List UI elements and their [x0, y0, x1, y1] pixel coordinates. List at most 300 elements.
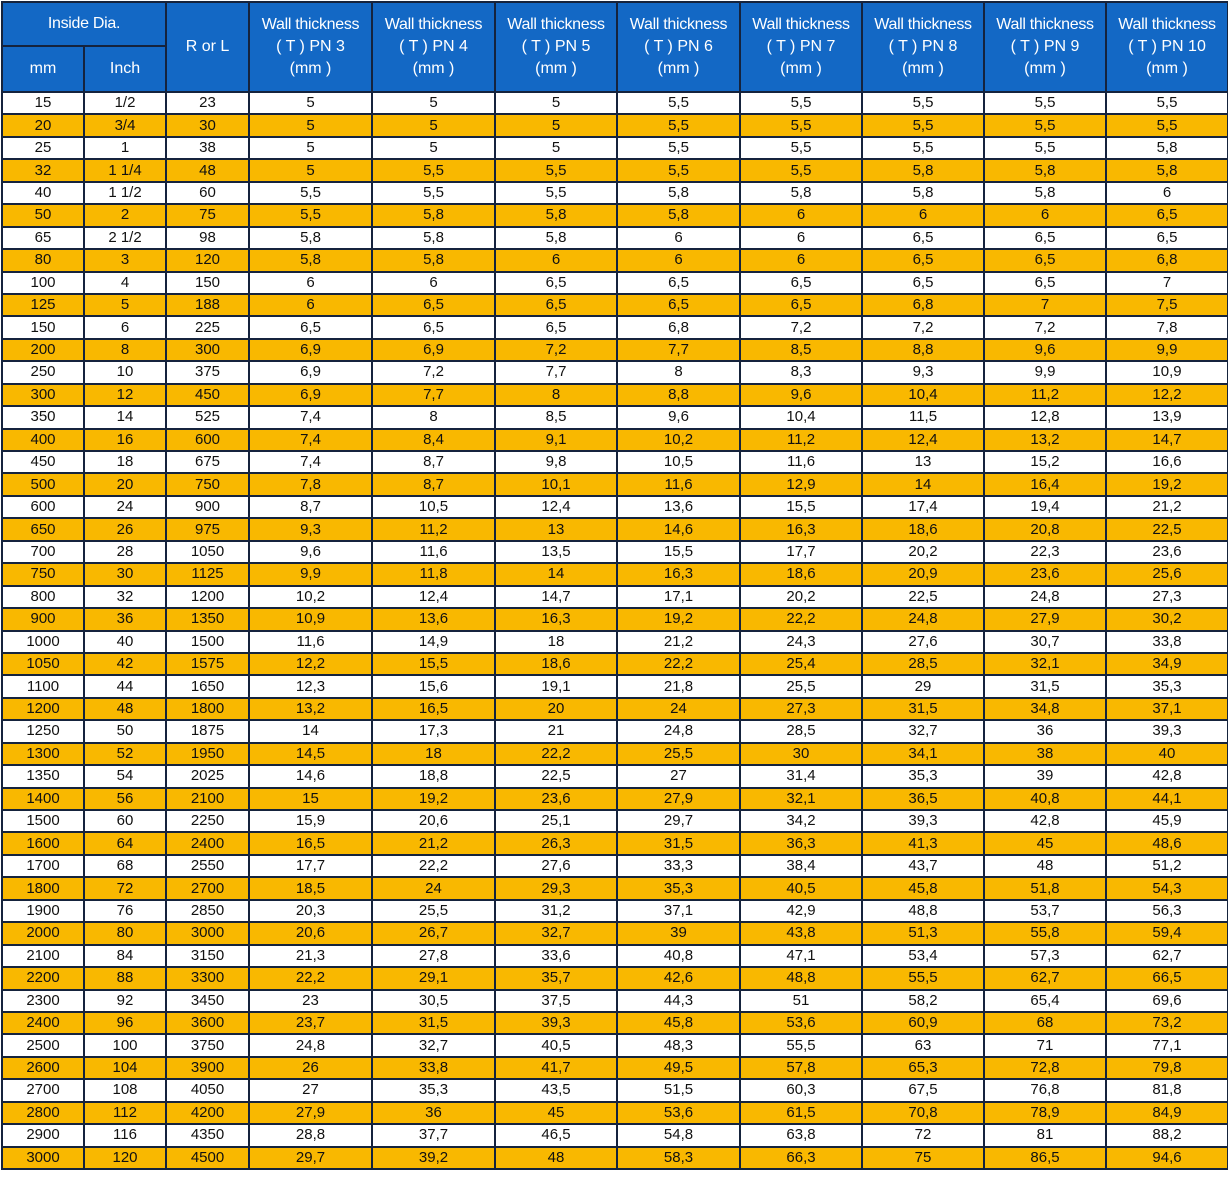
table-cell: 7,4	[249, 429, 372, 451]
table-cell: 15,9	[249, 810, 372, 832]
table-cell: 42	[84, 653, 166, 675]
table-cell: 26	[249, 1057, 372, 1079]
table-cell: 40,8	[984, 788, 1106, 810]
table-cell: 8	[372, 406, 495, 428]
table-cell: 33,8	[1106, 631, 1228, 653]
table-cell: 11,6	[372, 541, 495, 563]
table-cell: 18,8	[372, 765, 495, 787]
table-cell: 23,6	[984, 563, 1106, 585]
table-cell: 9,6	[984, 339, 1106, 361]
table-cell: 28,8	[249, 1124, 372, 1146]
table-cell: 14	[495, 563, 617, 585]
table-cell: 73,2	[1106, 1012, 1228, 1034]
table-cell: 150	[166, 272, 249, 294]
table-cell: 39,3	[862, 810, 984, 832]
table-cell: 5,5	[984, 137, 1106, 159]
table-cell: 27	[617, 765, 740, 787]
pn-header-line2: ( T ) PN 7	[766, 38, 836, 55]
table-cell: 10,9	[249, 608, 372, 630]
table-cell: 30	[166, 114, 249, 136]
table-cell: 6	[372, 272, 495, 294]
table-cell: 50	[2, 204, 84, 226]
table-cell: 70,8	[862, 1102, 984, 1124]
table-cell: 12,9	[740, 473, 862, 495]
table-row	[2, 720, 1228, 742]
table-cell: 21	[495, 720, 617, 742]
table-cell: 5	[249, 114, 372, 136]
table-cell: 6,5	[617, 294, 740, 316]
table-cell: 21,2	[1106, 496, 1228, 518]
table-cell: 49,5	[617, 1057, 740, 1079]
table-cell: 42,8	[984, 810, 1106, 832]
table-cell: 75	[166, 204, 249, 226]
table-cell: 38	[166, 137, 249, 159]
table-cell: 10	[84, 361, 166, 383]
table-cell: 5,8	[372, 249, 495, 271]
table-cell: 31,5	[984, 675, 1106, 697]
table-cell: 98	[166, 227, 249, 249]
table-cell: 6,5	[740, 294, 862, 316]
pn5-header	[495, 2, 617, 92]
table-cell: 5,8	[495, 227, 617, 249]
table-cell: 3000	[166, 922, 249, 944]
table-row	[2, 788, 1228, 810]
table-row	[2, 316, 1228, 338]
table-row	[2, 990, 1228, 1012]
table-cell: 1700	[2, 855, 84, 877]
table-cell: 65,4	[984, 990, 1106, 1012]
table-row	[2, 922, 1228, 944]
table-cell: 3	[84, 249, 166, 271]
table-cell: 2550	[166, 855, 249, 877]
table-cell: 22,2	[495, 743, 617, 765]
table-cell: 3/4	[84, 114, 166, 136]
table-cell: 1800	[2, 877, 84, 899]
table-cell: 36	[84, 608, 166, 630]
table-cell: 5	[372, 92, 495, 114]
table-cell: 7,7	[495, 361, 617, 383]
table-cell: 21,3	[249, 945, 372, 967]
table-cell: 5,8	[249, 249, 372, 271]
table-row	[2, 473, 1228, 495]
table-cell: 8,7	[372, 473, 495, 495]
table-cell: 67,5	[862, 1079, 984, 1101]
table-cell: 25,5	[740, 675, 862, 697]
table-cell: 7,2	[372, 361, 495, 383]
table-cell: 15,5	[372, 653, 495, 675]
table-cell: 41,7	[495, 1057, 617, 1079]
table-cell: 71	[984, 1034, 1106, 1056]
table-cell: 96	[84, 1012, 166, 1034]
table-cell: 29,3	[495, 877, 617, 899]
table-cell: 32	[2, 159, 84, 181]
table-cell: 48,8	[862, 900, 984, 922]
table-cell: 29,7	[249, 1147, 372, 1169]
table-cell: 22,2	[740, 608, 862, 630]
table-cell: 2250	[166, 810, 249, 832]
table-cell: 57,8	[740, 1057, 862, 1079]
table-cell: 14,6	[617, 518, 740, 540]
table-cell: 3750	[166, 1034, 249, 1056]
table-row	[2, 496, 1228, 518]
table-row	[2, 967, 1228, 989]
table-cell: 26,7	[372, 922, 495, 944]
table-cell: 54,8	[617, 1124, 740, 1146]
table-cell: 975	[166, 518, 249, 540]
table-cell: 48	[166, 159, 249, 181]
table-cell: 5,8	[372, 204, 495, 226]
pn-header-line2: ( T ) PN 6	[644, 38, 713, 55]
table-cell: 15	[2, 92, 84, 114]
table-cell: 120	[166, 249, 249, 271]
table-cell: 12,2	[249, 653, 372, 675]
table-cell: 250	[2, 361, 84, 383]
table-cell: 11,5	[862, 406, 984, 428]
table-cell: 2100	[2, 945, 84, 967]
table-cell: 18,6	[495, 653, 617, 675]
table-cell: 6,5	[372, 316, 495, 338]
table-cell: 100	[84, 1034, 166, 1056]
table-row	[2, 1102, 1228, 1124]
table-cell: 17,4	[862, 496, 984, 518]
table-cell: 650	[2, 518, 84, 540]
table-cell: 28	[84, 541, 166, 563]
table-cell: 32,1	[984, 653, 1106, 675]
table-cell: 94,6	[1106, 1147, 1228, 1169]
table-cell: 36,5	[862, 788, 984, 810]
table-cell: 32,7	[862, 720, 984, 742]
pn10-header	[1106, 2, 1228, 92]
table-cell: 31,5	[372, 1012, 495, 1034]
table-cell: 400	[2, 429, 84, 451]
pn-header-line2: ( T ) PN 4	[399, 38, 468, 55]
table-cell: 33,8	[372, 1057, 495, 1079]
table-cell: 8	[84, 339, 166, 361]
table-cell: 76,8	[984, 1079, 1106, 1101]
table-cell: 26	[84, 518, 166, 540]
table-cell: 6,8	[617, 316, 740, 338]
table-cell: 9,3	[862, 361, 984, 383]
table-cell: 6,5	[862, 249, 984, 271]
table-cell: 375	[166, 361, 249, 383]
table-cell: 16,5	[249, 832, 372, 854]
table-row	[2, 900, 1228, 922]
table-row	[2, 608, 1228, 630]
table-cell: 5	[495, 114, 617, 136]
table-cell: 14,7	[495, 586, 617, 608]
table-cell: 37,7	[372, 1124, 495, 1146]
table-cell: 36	[984, 720, 1106, 742]
table-cell: 4350	[166, 1124, 249, 1146]
table-cell: 44,3	[617, 990, 740, 1012]
r-or-l-header: R or L	[166, 2, 249, 92]
table-cell: 5,8	[862, 182, 984, 204]
pn9-header	[984, 2, 1106, 92]
table-cell: 1 1/4	[84, 159, 166, 181]
table-cell: 7,7	[372, 384, 495, 406]
table-cell: 8	[617, 361, 740, 383]
table-cell: 39	[984, 765, 1106, 787]
table-row	[2, 114, 1228, 136]
table-cell: 8,3	[740, 361, 862, 383]
table-cell: 24,8	[617, 720, 740, 742]
table-cell: 30	[740, 743, 862, 765]
table-row	[2, 1147, 1228, 1169]
table-cell: 40	[1106, 743, 1228, 765]
table-cell: 43,5	[495, 1079, 617, 1101]
table-cell: 39	[617, 922, 740, 944]
table-cell: 6	[249, 294, 372, 316]
table-cell: 60,3	[740, 1079, 862, 1101]
table-cell: 9,6	[740, 384, 862, 406]
table-cell: 38,4	[740, 855, 862, 877]
table-row	[2, 945, 1228, 967]
table-cell: 116	[84, 1124, 166, 1146]
table-cell: 12,4	[862, 429, 984, 451]
wall-thickness-table	[1, 1, 1228, 1170]
table-row	[2, 765, 1228, 787]
table-row	[2, 1079, 1228, 1101]
table-cell: 21,2	[372, 832, 495, 854]
pn-header-line1: Wall thickness	[1118, 16, 1216, 33]
table-cell: 88	[84, 967, 166, 989]
table-cell: 66,3	[740, 1147, 862, 1169]
table-cell: 6,9	[249, 384, 372, 406]
table-cell: 23,6	[1106, 541, 1228, 563]
table-cell: 75	[862, 1147, 984, 1169]
table-cell: 35,3	[862, 765, 984, 787]
table-cell: 3900	[166, 1057, 249, 1079]
pn-header-line1: Wall thickness	[507, 16, 605, 33]
table-cell: 22,2	[372, 855, 495, 877]
table-cell: 1350	[2, 765, 84, 787]
table-cell: 92	[84, 990, 166, 1012]
table-cell: 2100	[166, 788, 249, 810]
table-cell: 5,5	[984, 92, 1106, 114]
table-cell: 24,8	[249, 1034, 372, 1056]
table-cell: 1350	[166, 608, 249, 630]
table-cell: 350	[2, 406, 84, 428]
table-cell: 1500	[2, 810, 84, 832]
pn-header-line3: (mm )	[657, 60, 700, 77]
table-cell: 450	[2, 451, 84, 473]
table-cell: 5,5	[617, 114, 740, 136]
pn-header-line3: (mm )	[902, 60, 944, 77]
table-row	[2, 1034, 1228, 1056]
table-cell: 5,5	[617, 137, 740, 159]
table-cell: 5,5	[372, 182, 495, 204]
table-cell: 56,3	[1106, 900, 1228, 922]
table-row	[2, 272, 1228, 294]
table-row	[2, 361, 1228, 383]
table-cell: 5,8	[372, 227, 495, 249]
table-cell: 6,5	[740, 272, 862, 294]
table-cell: 14,9	[372, 631, 495, 653]
table-cell: 7,4	[249, 451, 372, 473]
table-cell: 31,5	[617, 832, 740, 854]
table-cell: 6,9	[249, 361, 372, 383]
table-cell: 68	[984, 1012, 1106, 1034]
table-cell: 35,3	[1106, 675, 1228, 697]
table-cell: 1300	[2, 743, 84, 765]
table-cell: 5,5	[495, 182, 617, 204]
table-cell: 6,5	[249, 316, 372, 338]
table-cell: 5	[249, 92, 372, 114]
table-row	[2, 743, 1228, 765]
table-cell: 13,6	[372, 608, 495, 630]
table-cell: 5,5	[372, 159, 495, 181]
table-cell: 2000	[2, 922, 84, 944]
table-cell: 63	[862, 1034, 984, 1056]
table-cell: 6	[984, 204, 1106, 226]
table-row	[2, 832, 1228, 854]
table-cell: 20,6	[372, 810, 495, 832]
table-cell: 76	[84, 900, 166, 922]
table-cell: 27,6	[862, 631, 984, 653]
table-cell: 79,8	[1106, 1057, 1228, 1079]
table-cell: 4	[84, 272, 166, 294]
table-cell: 5,5	[495, 159, 617, 181]
table-cell: 600	[166, 429, 249, 451]
table-cell: 9,9	[1106, 339, 1228, 361]
table-row	[2, 698, 1228, 720]
table-cell: 5,5	[984, 114, 1106, 136]
table-cell: 1050	[166, 541, 249, 563]
table-cell: 6,5	[1106, 227, 1228, 249]
table-cell: 24,8	[862, 608, 984, 630]
table-cell: 14	[862, 473, 984, 495]
table-cell: 18,6	[740, 563, 862, 585]
table-cell: 6,5	[372, 294, 495, 316]
table-cell: 120	[84, 1147, 166, 1169]
table-cell: 88,2	[1106, 1124, 1228, 1146]
table-cell: 80	[2, 249, 84, 271]
table-cell: 14	[249, 720, 372, 742]
table-cell: 5	[495, 137, 617, 159]
table-cell: 1/2	[84, 92, 166, 114]
table-cell: 13,2	[249, 698, 372, 720]
table-cell: 3600	[166, 1012, 249, 1034]
pn-header-line1: Wall thickness	[384, 16, 483, 33]
table-cell: 750	[166, 473, 249, 495]
table-cell: 37,5	[495, 990, 617, 1012]
table-cell: 800	[2, 586, 84, 608]
table-cell: 1000	[2, 631, 84, 653]
table-cell: 72	[862, 1124, 984, 1146]
table-cell: 6	[495, 249, 617, 271]
table-cell: 14,6	[249, 765, 372, 787]
table-cell: 16,6	[1106, 451, 1228, 473]
table-cell: 22,2	[617, 653, 740, 675]
pn-header-line2: ( T ) PN 10	[1128, 38, 1206, 55]
table-cell: 18,5	[249, 877, 372, 899]
table-cell: 60	[84, 810, 166, 832]
table-cell: 53,4	[862, 945, 984, 967]
table-cell: 1	[84, 137, 166, 159]
table-cell: 42,8	[1106, 765, 1228, 787]
table-cell: 13,2	[984, 429, 1106, 451]
table-cell: 8,7	[372, 451, 495, 473]
table-cell: 86,5	[984, 1147, 1106, 1169]
table-cell: 53,6	[617, 1102, 740, 1124]
table-cell: 11,2	[984, 384, 1106, 406]
table-row	[2, 631, 1228, 653]
table-cell: 1125	[166, 563, 249, 585]
table-cell: 6,5	[1106, 204, 1228, 226]
table-cell: 8,8	[862, 339, 984, 361]
table-cell: 1050	[2, 653, 84, 675]
table-cell: 5,5	[249, 204, 372, 226]
table-cell: 45,8	[617, 1012, 740, 1034]
table-cell: 27,3	[740, 698, 862, 720]
table-cell: 56	[84, 788, 166, 810]
table-cell: 11,2	[372, 518, 495, 540]
table-cell: 10,5	[372, 496, 495, 518]
table-cell: 15,2	[984, 451, 1106, 473]
table-cell: 36	[372, 1102, 495, 1124]
table-cell: 10,1	[495, 473, 617, 495]
table-cell: 6	[617, 249, 740, 271]
table-cell: 23	[166, 92, 249, 114]
table-cell: 150	[2, 316, 84, 338]
table-cell: 65	[2, 227, 84, 249]
table-cell: 25,6	[1106, 563, 1228, 585]
table-cell: 81	[984, 1124, 1106, 1146]
table-cell: 27	[249, 1079, 372, 1101]
table-header	[2, 2, 1228, 92]
pn-header-line3: (mm )	[780, 60, 822, 77]
pn3-header	[249, 2, 372, 92]
table-cell: 19,2	[1106, 473, 1228, 495]
table-cell: 44	[84, 675, 166, 697]
table-cell: 53,7	[984, 900, 1106, 922]
table-cell: 40,8	[617, 945, 740, 967]
table-cell: 25,1	[495, 810, 617, 832]
table-cell: 3000	[2, 1147, 84, 1169]
table-cell: 48,6	[1106, 832, 1228, 854]
table-cell: 80	[84, 922, 166, 944]
table-body	[2, 92, 1228, 1169]
table-cell: 18	[372, 743, 495, 765]
table-cell: 15,5	[617, 541, 740, 563]
table-cell: 6	[740, 249, 862, 271]
table-cell: 6,8	[862, 294, 984, 316]
table-cell: 72	[84, 877, 166, 899]
table-cell: 1400	[2, 788, 84, 810]
table-cell: 16,3	[617, 563, 740, 585]
table-cell: 34,1	[862, 743, 984, 765]
table-cell: 57,3	[984, 945, 1106, 967]
table-cell: 3450	[166, 990, 249, 1012]
table-cell: 18,6	[862, 518, 984, 540]
table-cell: 5,5	[740, 92, 862, 114]
table-cell: 16,5	[372, 698, 495, 720]
table-cell: 54,3	[1106, 877, 1228, 899]
table-cell: 6	[862, 204, 984, 226]
table-row	[2, 429, 1228, 451]
table-cell: 7,8	[249, 473, 372, 495]
table-cell: 33,3	[617, 855, 740, 877]
table-cell: 5,8	[617, 182, 740, 204]
table-cell: 12,2	[1106, 384, 1228, 406]
table-row	[2, 182, 1228, 204]
table-cell: 12,4	[495, 496, 617, 518]
table-cell: 50	[84, 720, 166, 742]
table-cell: 7,2	[862, 316, 984, 338]
table-cell: 32,7	[372, 1034, 495, 1056]
table-cell: 32,7	[495, 922, 617, 944]
table-cell: 12,8	[984, 406, 1106, 428]
